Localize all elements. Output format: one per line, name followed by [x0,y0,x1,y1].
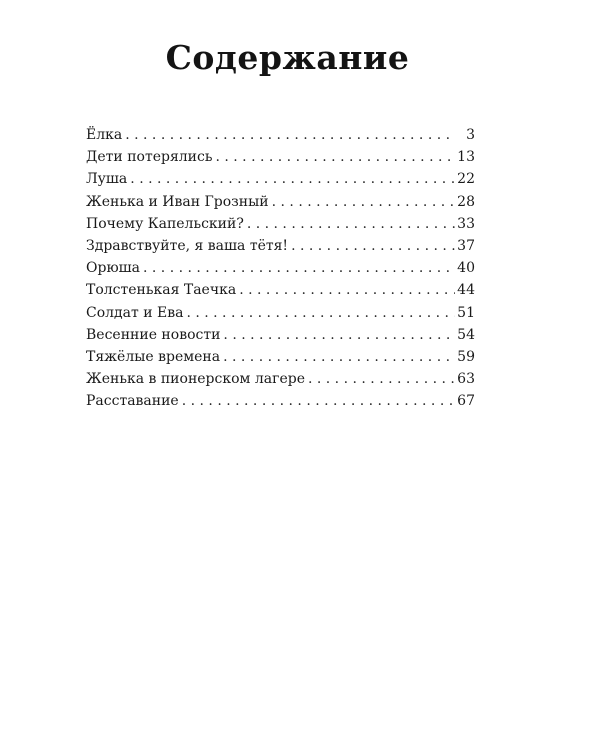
toc-entry-page: 3 [466,127,475,143]
toc-entry-page: 51 [457,304,475,321]
toc-entry-title: Почему Капельский? [86,215,244,232]
toc-entry [86,368,475,390]
toc-entry [86,257,475,279]
toc-entry-title: Здравствуйте, я ваша тётя! [86,237,289,254]
toc-entry-page: 59 [457,348,475,365]
toc-entry-title: Дети потерялись [86,149,213,166]
toc-entry-page: 37 [457,237,475,254]
toc-entry [86,191,475,213]
dot-leader [239,279,455,301]
dot-leader [272,191,455,213]
toc-entry-page: 63 [457,371,475,388]
toc-entry [86,346,475,368]
toc-entry [86,324,475,346]
dot-leader [223,324,455,346]
toc-entry-title: Весенние новости [86,326,221,343]
dot-leader [223,346,455,368]
toc-entry [86,302,475,324]
toc-entry [86,235,475,257]
toc-entry-page: 54 [457,326,475,343]
page-title: Содержание [165,38,410,77]
dot-leader [291,235,455,257]
toc-entry-title: Солдат и Ева [86,304,184,321]
toc-entry [86,124,475,146]
toc-entry-title: Луша [86,171,128,188]
dot-leader [186,302,455,324]
toc-entry-title: Женька и Иван Грозный [86,193,269,210]
toc-entry-page: 13 [457,149,475,166]
toc-entry-title: Ёлка [86,127,123,143]
toc-entry [86,146,475,168]
toc-entry-title: Толстенькая Таечка [86,282,237,299]
toc-entry-title: Орюша [86,260,140,277]
toc-entry [86,279,475,301]
toc-entry-title: Женька в пионерском лагере [86,371,305,388]
toc-entry [86,390,475,412]
toc-entry-page: 22 [457,171,475,188]
dot-leader [143,257,455,279]
dot-leader [308,368,455,390]
toc-entry-page: 40 [457,260,475,277]
toc-entry-page: 28 [457,193,475,210]
toc-entry [86,213,475,235]
dot-leader [247,213,455,235]
table-of-contents [86,124,475,412]
toc-entry-page: 67 [457,393,475,410]
dot-leader [182,390,455,412]
toc-entry-title: Тяжёлые времена [86,348,221,365]
dot-leader [130,168,455,190]
dot-leader [215,146,455,168]
toc-entry-page: 44 [457,282,475,299]
dot-leader [125,124,455,146]
toc-entry [86,168,475,190]
toc-entry-page: 33 [457,215,475,232]
toc-entry-title: Расставание [86,393,179,410]
